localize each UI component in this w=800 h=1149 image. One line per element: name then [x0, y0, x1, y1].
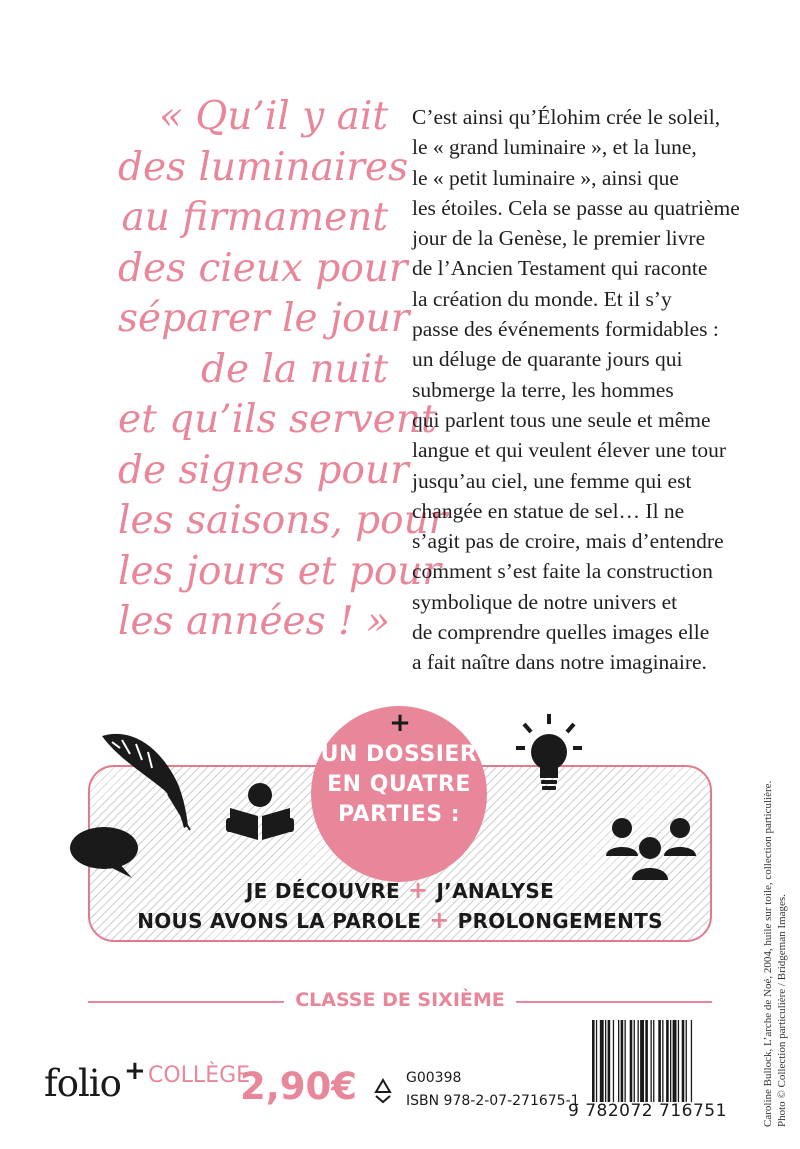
- barcode-bar: [670, 1020, 671, 1102]
- quote-line: de la nuit: [201, 346, 388, 392]
- brand-logo: folio: [44, 1062, 121, 1105]
- quote-line: séparer le jour: [118, 296, 410, 341]
- quote-line: au firmament: [121, 195, 388, 240]
- barcode-bar: [613, 1020, 614, 1102]
- description-text: [412, 102, 757, 678]
- brand-plus: +: [124, 1056, 146, 1086]
- price: 2,90€: [240, 1065, 358, 1108]
- description-line: un déluge de quarante jours qui: [412, 347, 683, 372]
- dossier-parts-row-2: [88, 906, 712, 934]
- plus-icon: +: [429, 906, 450, 934]
- barcode: [590, 1020, 730, 1102]
- barcode-bar: [592, 1020, 595, 1102]
- quote-block: [118, 92, 448, 648]
- part-label: JE DÉCOUVRE: [245, 879, 401, 903]
- dossier-badge-line: PARTIES :: [337, 802, 461, 827]
- description-line: de comprendre quelles images elle: [412, 620, 710, 645]
- speech-bubble-icon: [68, 826, 140, 880]
- dossier-badge-line: UN DOSSIER: [320, 742, 478, 767]
- barcode-bar: [662, 1020, 663, 1102]
- barcode-bar: [640, 1020, 644, 1102]
- barcode-bar: [600, 1020, 604, 1102]
- dossier-badge-line: EN QUATRE: [327, 772, 471, 797]
- description-line: s’agit pas de croire, mais d’entendre: [412, 529, 724, 554]
- barcode-bar: [686, 1020, 687, 1102]
- barcode-bar: [608, 1020, 611, 1102]
- barcode-bar: [645, 1020, 648, 1102]
- barcode-bar: [653, 1020, 654, 1102]
- quote-line: les saisons, pour: [118, 498, 448, 543]
- credit-line: Caroline Bullock, L’arche de Noé, 2004, huile sur toile, collection particulière.: [762, 780, 774, 1127]
- description-line: comment s’est faite la construction: [412, 559, 713, 584]
- barcode-bar: [658, 1020, 661, 1102]
- isbn: ISBN 978-2-07-271675-1: [406, 1093, 580, 1109]
- description-line: les étoiles. Cela se passe au quatrième: [412, 195, 740, 220]
- quote-line: des luminaires: [118, 144, 409, 190]
- image-credit: [761, 781, 789, 1127]
- barcode-bar: [596, 1020, 597, 1102]
- barcode-bar: [630, 1020, 633, 1102]
- barcode-bar: [618, 1020, 619, 1102]
- description-line: qui parlent tous une seule et même: [412, 407, 711, 432]
- barcode-bar: [673, 1020, 677, 1102]
- description-line: la création du monde. Et il s’y: [412, 286, 672, 311]
- barcode-bar: [621, 1020, 624, 1102]
- quote-line: les années ! »: [118, 599, 390, 644]
- barcode-bar: [666, 1020, 669, 1102]
- description-line: passe des événements formidables :: [412, 317, 719, 342]
- description-line: C’est ainsi qu’Élohim crée le soleil,: [412, 105, 721, 129]
- barcode-bar: [634, 1020, 635, 1102]
- description-line: langue et qui veulent élever une tour: [412, 438, 727, 463]
- quote-line: de signes pour: [118, 447, 409, 493]
- group-icon: [592, 818, 712, 882]
- barcode-bar: [678, 1020, 679, 1102]
- description-line: submerge la terre, les hommes: [412, 377, 674, 402]
- part-label: NOUS AVONS LA PAROLE: [137, 909, 422, 933]
- barcode-number: 9 782072 716751: [568, 1101, 727, 1121]
- description-line: a fait naître dans notre imaginaire.: [412, 650, 707, 675]
- barcode-bar: [691, 1020, 692, 1102]
- dossier-badge-text: [311, 740, 487, 830]
- part-label: PROLONGEMENTS: [457, 909, 663, 933]
- level-label: CLASSE DE SIXIÈME: [295, 989, 505, 1011]
- description-line: symbolique de notre univers et: [412, 589, 678, 614]
- quote-line: et qu’ils servent: [118, 397, 437, 442]
- quill-icon: [98, 728, 194, 832]
- barcode-bar: [651, 1020, 652, 1102]
- collection-label: COLLÈGE: [148, 1063, 251, 1088]
- credit-line: Photo © Collection particulière / Bridgeman Images.: [776, 894, 788, 1127]
- quote-line: des cieux pour: [118, 245, 408, 291]
- description-line: jusqu’au ciel, une femme qui est: [412, 468, 692, 493]
- barcode-bar: [682, 1020, 685, 1102]
- barcode-bar: [638, 1020, 639, 1102]
- description-line: le « petit luminaire », ainsi que: [412, 165, 679, 190]
- description-line: changée en statue de sel… Il ne: [412, 498, 685, 523]
- dossier-parts-row-1: [88, 876, 712, 904]
- barcode-bar: [605, 1020, 606, 1102]
- description-line: de l’Ancien Testament qui raconte: [412, 256, 708, 281]
- reader-icon: [226, 782, 294, 842]
- description-line: jour de la Genèse, le premier livre: [412, 226, 706, 251]
- description-line: le « grand luminaire », et la lune,: [412, 135, 697, 160]
- plus-icon: +: [408, 876, 429, 904]
- barcode-bar: [625, 1020, 626, 1102]
- part-label: J’ANALYSE: [436, 879, 555, 903]
- quote-line: les jours et pour: [118, 548, 442, 594]
- quote-line: « Qu’il y ait: [159, 94, 388, 139]
- recycle-icon: [372, 1078, 394, 1104]
- plus-icon: +: [389, 708, 411, 738]
- product-code: G00398: [406, 1070, 462, 1086]
